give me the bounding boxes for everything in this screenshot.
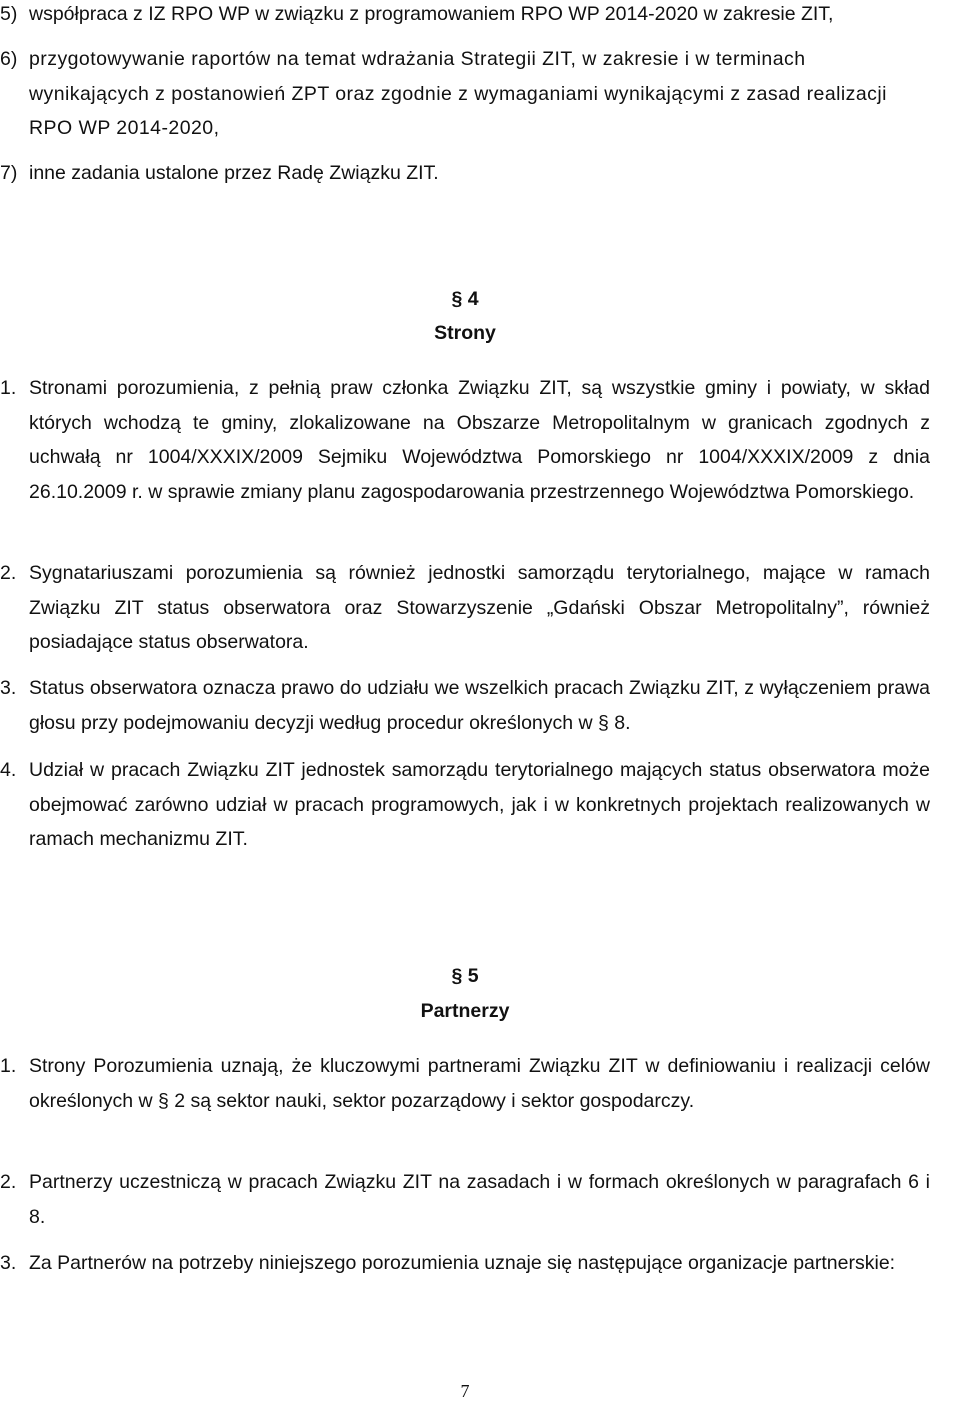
list-item-text: Stronami porozumienia, z pełnią praw członka Związku ZIT, są wszystkie gminy i powiaty, w skład których wchodzą te gminy, zlokalizowane na Obszarze Metropolitalnym w granicach zgodnych z uchwałą nr 1004/XXXIX/2009 Sejmiku Województwa Pomorskiego nr 1004/XXXIX/2009 z dnia 26.10.2009 r. w sprawie zmiany planu zagospodarowania przestrzennego Województwa Pomorskiego. [29, 377, 930, 503]
list-item-text: Strony Porozumienia uznają, że kluczowymi partnerami Związku ZIT w definiowaniu i realizacji celów określonych w § 2 są sektor nauki, sektor pozarządowy i sektor gospodarczy. [29, 1055, 930, 1112]
page-number: 7 [460, 1381, 470, 1401]
list-item [0, 156, 930, 191]
list-item-text: Udział w pracach Związku ZIT jednostek samorządu terytorialnego mających status obserwatora może obejmować zarówno udział w pracach programowych, jak i w konkretnych projektach realizowanych w ramach mechanizmu ZIT. [29, 759, 930, 850]
list-item-text: Partnerzy uczestniczą w pracach Związku ZIT na zasadach i w formach określonych w paragrafach 6 i 8. [29, 1171, 930, 1228]
list-item [0, 371, 930, 509]
list-item [0, 1246, 930, 1281]
list-item-number: 2. [0, 562, 17, 584]
section-number: § 5 [451, 965, 479, 987]
list-item-text: Sygnatariuszami porozumienia są również jednostki samorządu terytorialnego, mające w ramach Związku ZIT status obserwatora oraz Stowarzyszenie „Gdański Obszar Metropolitalny”, również posiadające status obserwatora. [29, 562, 930, 653]
list-item [0, 42, 930, 146]
list-item-number: 5) [0, 3, 18, 25]
section-number: § 4 [451, 288, 479, 310]
list-item-text: przygotowywanie raportów na temat wdrażania Strategii ZIT, w zakresie i w terminach wynikających z postanowień ZPT oraz zgodnie z wymaganiami wynikającymi z zasad realizacji RPO WP 2014-2020, [29, 48, 887, 139]
list-item-number: 4. [0, 759, 17, 781]
list-item-text: Status obserwatora oznacza prawo do udziału we wszelkich pracach Związku ZIT, z wyłączeniem prawa głosu przy podejmowaniu decyzji według procedur określonych w § 8. [29, 677, 930, 734]
list-item [0, 671, 930, 740]
list-item-text: współpraca z IZ RPO WP w związku z programowaniem RPO WP 2014-2020 w zakresie ZIT, [29, 3, 834, 25]
list-item-number: 6) [0, 48, 18, 70]
list-item-text: inne zadania ustalone przez Radę Związku ZIT. [29, 162, 439, 184]
section-title: Partnerzy [420, 1000, 510, 1022]
list-item-number: 1. [0, 377, 17, 399]
list-item-number: 3. [0, 1252, 17, 1274]
list-item [0, 0, 930, 32]
list-item-number: 1. [0, 1055, 17, 1077]
list-item-number: 2. [0, 1171, 17, 1193]
list-item [0, 753, 930, 857]
list-item-text: Za Partnerów na potrzeby niniejszego porozumienia uznaje się następujące organizacje partnerskie: [29, 1252, 896, 1274]
list-item [0, 1165, 930, 1234]
list-item-number: 3. [0, 677, 17, 699]
list-item-number: 7) [0, 162, 18, 184]
list-item [0, 556, 930, 660]
section-title: Strony [434, 322, 496, 344]
list-item [0, 1049, 930, 1118]
